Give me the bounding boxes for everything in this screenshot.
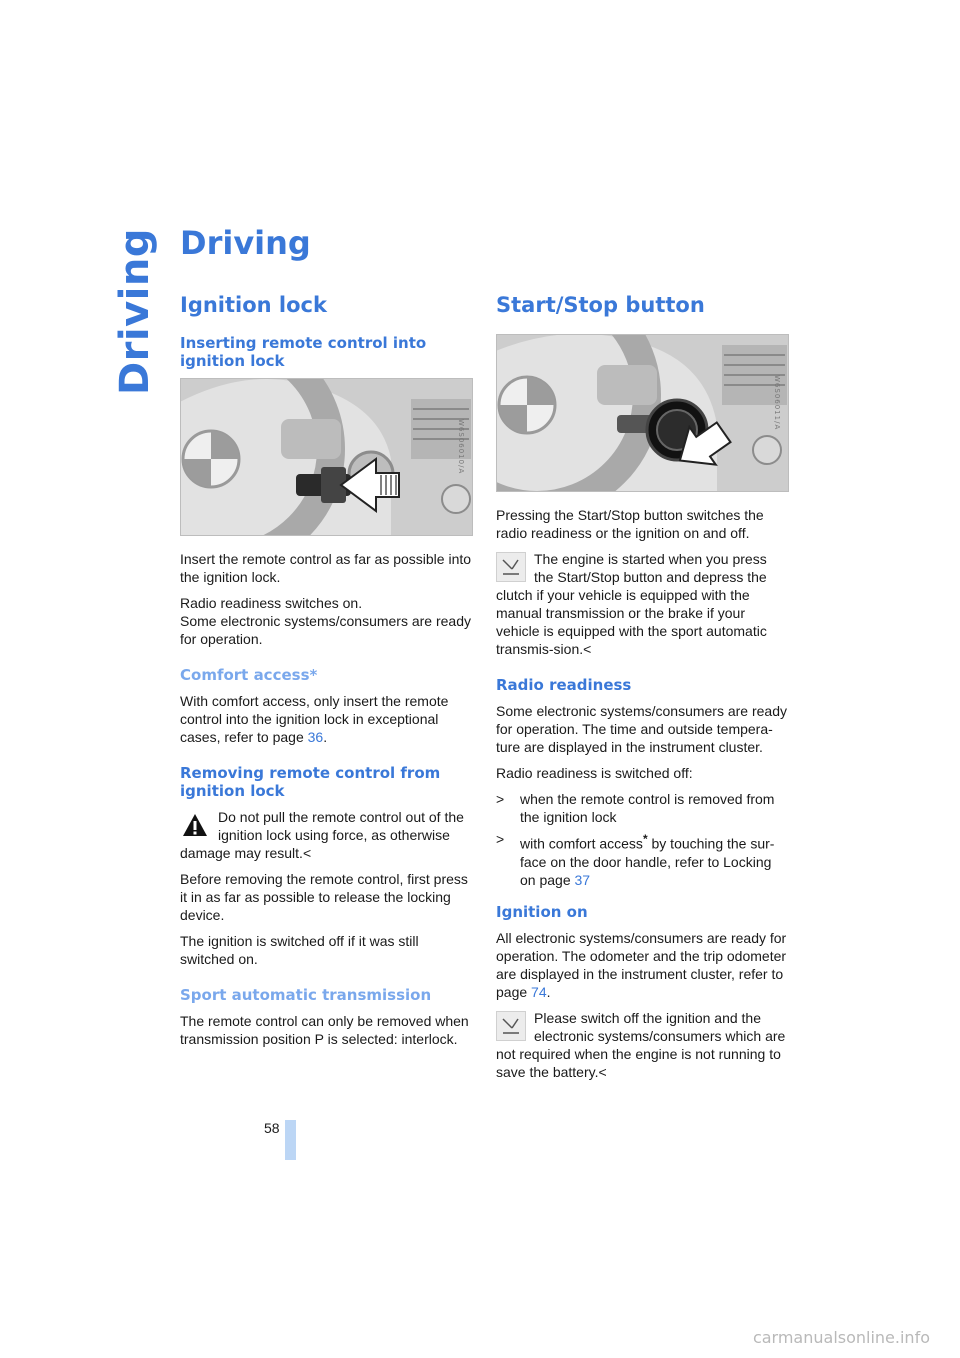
sport-automatic-heading: Sport automatic transmission: [180, 986, 432, 1004]
note-arrow-icon: [496, 1011, 526, 1041]
insert-paragraph-2a: Radio readiness switches on.: [180, 595, 363, 611]
option-asterisk: *: [642, 832, 648, 846]
side-tab-label: Driving: [112, 228, 158, 396]
comfort-access-heading: Comfort access*: [180, 666, 318, 684]
page-number-bar: [285, 1120, 296, 1160]
steering-wheel-remote-illustration: [181, 379, 473, 535]
figure-code: W6S06011/A: [773, 375, 781, 431]
ignition-text-end: .: [546, 983, 551, 1000]
right-column: [496, 292, 789, 1089]
bullet-text: with comfort access: [520, 835, 643, 852]
bullet-marker: >: [496, 831, 505, 847]
insert-paragraph-1: Insert the remote control as far as possible into the ignition lock.: [180, 551, 472, 585]
comfort-text: With comfort access, only insert the remote control into the ignition lock in exceptional cases, refer to page: [180, 693, 449, 745]
page-link-37[interactable]: 37: [574, 871, 591, 888]
footer-watermark: carmanualsonline.info: [752, 1328, 930, 1347]
page-title: Driving: [180, 224, 311, 262]
radio-readiness-paragraph-2: Radio readiness is switched off:: [496, 765, 693, 781]
figure-code: W6S06010/A: [457, 419, 465, 475]
info-note-1: [496, 550, 789, 658]
comfort-access-paragraph: [180, 692, 473, 746]
page-link-36[interactable]: 36: [307, 729, 324, 745]
start-stop-heading: Start/Stop button: [496, 293, 705, 317]
ignition-lock-heading: Ignition lock: [180, 293, 327, 317]
ignition-on-paragraph: [496, 929, 789, 1001]
ignition-lock-figure: [180, 378, 473, 536]
end-marker: <: [302, 845, 312, 861]
note-arrow-icon: [496, 552, 526, 582]
start-stop-button-illustration: [497, 335, 789, 491]
radio-readiness-paragraph-1: Some electronic systems/consumers are ready for operation. The time and outside tempera-ture are displayed in the instrument cluster.: [496, 703, 787, 755]
end-marker: <: [583, 641, 592, 657]
end-marker: <: [598, 1063, 607, 1080]
info-note-2-text: Please switch off the ignition and the electronic systems/consumers which are not required when the engine is not running to save the battery.: [496, 1009, 786, 1080]
comfort-text-end: .: [323, 729, 328, 745]
bullet-marker: >: [496, 791, 505, 807]
page-number: 58: [264, 1120, 280, 1136]
radio-off-list: [496, 790, 789, 889]
info-note-2: [496, 1009, 789, 1081]
page-link-74[interactable]: 74: [531, 983, 547, 1000]
ignition-text: All electronic systems/consumers are ready for operation. The odometer and the trip odometer are displayed in the instrument cluster, refer to page: [496, 929, 787, 1000]
warning-note: [180, 808, 473, 862]
insert-paragraph-2b: Some electronic systems/consumers are ready for operation.: [180, 613, 471, 647]
list-item: [496, 790, 789, 826]
remove-paragraph-1: Before removing the remote control, first press it in as far as possible to release the locking device.: [180, 871, 468, 923]
left-column: [180, 292, 473, 1056]
bullet-text: when the remote control is removed from the ignition lock: [520, 791, 775, 825]
bullet-text-cont: by touching the sur-face on the door handle, refer to Locking on page: [520, 835, 775, 888]
sport-automatic-paragraph: The remote control can only be removed when transmission position P is selected: interlock.: [180, 1013, 469, 1047]
warning-triangle-icon: [180, 810, 210, 840]
remove-paragraph-2: The ignition is switched off if it was still switched on.: [180, 933, 419, 967]
removing-remote-heading: Removing remote control from ignition lock: [180, 764, 441, 800]
list-item: [496, 830, 789, 889]
radio-readiness-heading: Radio readiness: [496, 676, 632, 694]
inserting-remote-heading: Inserting remote control into ignition lock: [180, 334, 427, 370]
warning-text: Do not pull the remote control out of the ignition lock using force, as otherwise damage may result.: [180, 809, 464, 861]
start-stop-figure: [496, 334, 789, 492]
info-note-1-text: The engine is started when you press the Start/Stop button and depress the clutch if your vehicle is equipped with the manual transmission or the brake if your vehicle is equipped with the sport automatic transmis-sion.: [496, 551, 767, 657]
ignition-on-heading: Ignition on: [496, 902, 588, 921]
start-stop-paragraph: Pressing the Start/Stop button switches the radio readiness or the ignition on and off.: [496, 507, 764, 541]
